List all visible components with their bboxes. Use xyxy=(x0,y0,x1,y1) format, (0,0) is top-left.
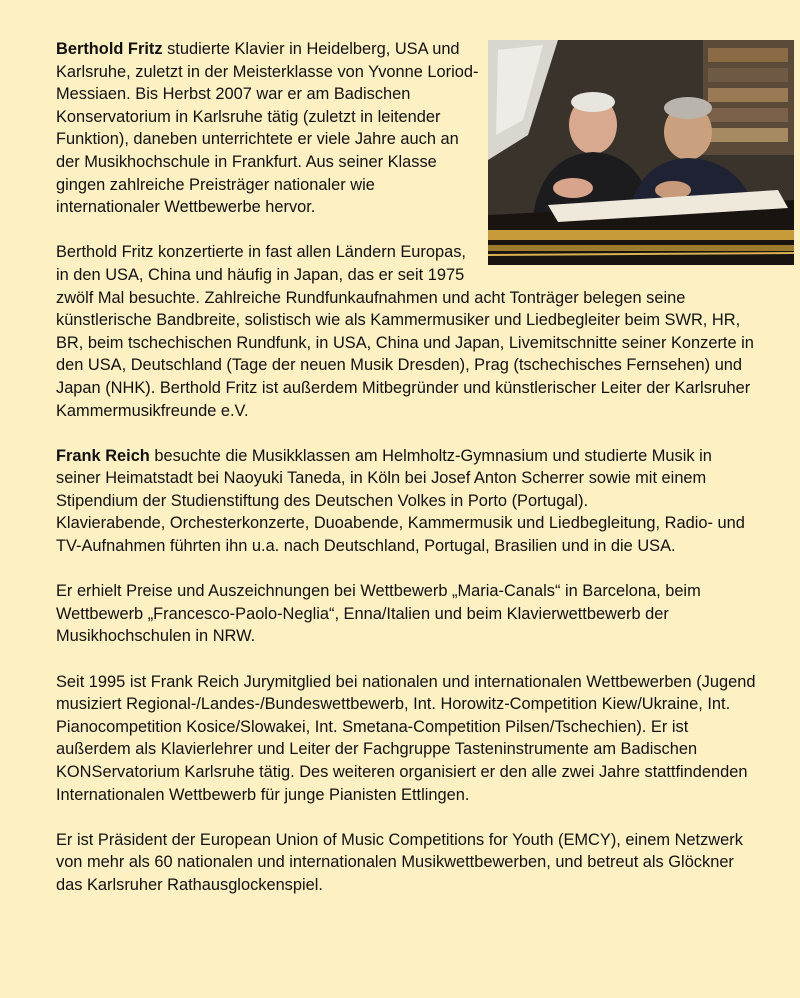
paragraph-frank-jury: Seit 1995 ist Frank Reich Jurymitglied bei nationalen und internationalen Wettbewerben (Jugend musiziert Regional-/Landes-/Bundeswettbewerb, Int. Horowitz-Competition Kiew/Ukraine, Int. Pianocompetition Kosice/Slowakei, Int. Smetana-Competition Pilsen/Tschechien). Er ist außerdem als Klavierlehrer und Leiter der Fachgruppe Tasteninstrumente am Badischen KONServatorium Karlsruhe tätig. Des weiteren organisiert er den alle zwei Jahre stattfindenden Internationalen Wettbewerb für junge Pianisten Ettlingen. xyxy=(56,672,756,804)
paragraph-text: besuchte die Musikklassen am Helmholtz-Gymnasium und studierte Musik in seiner Heimatstadt bei Naoyuki Taneda, in Köln bei Josef Anton Scherrer sowie mit einem Stipendium der Studienstiftung des Deutschen Volkes in Porto (Portugal). xyxy=(56,446,712,510)
name-frank-reich: Frank Reich xyxy=(56,446,150,465)
paragraph-frank-prizes: Er erhielt Preise und Auszeichnungen bei Wettbewerb „Maria-Canals“ in Barcelona, beim Wettbewerb „Francesco-Paolo-Neglia“, Enna/Italien und beim Klavierwettbewerb der Musikhochschulen in NRW. xyxy=(56,582,701,646)
name-berthold-fritz: Berthold Fritz xyxy=(56,40,163,58)
paragraph-berthold-concerts: Berthold Fritz konzertierte in fast allen Ländern Europas, in den USA, China und häufig in Japan, das er seit 1975 zwölf Mal besuchte. Zahlreiche Rundfunkaufnahmen und acht Tonträger belegen seine künstlerische Bandbreite, solistisch wie als Kammermusiker und Liedbegleiter beim SWR, HR, BR, beim tschechischen Rundfunk, in USA, China und Japan, Livemitschnitte seiner Konzerte in den USA, Deutschland (Tage der neuen Musik Dresden), Prag (tschechisches Fernsehen) und Japan (NHK). Berthold Fritz ist außerdem Mitbegründer und künstlerischer Leiter der Karlsruher Kammermusikfreunde e.V. xyxy=(56,243,754,420)
paragraph-frank-intro xyxy=(56,445,760,558)
photo-image xyxy=(488,40,794,265)
paragraph-frank-emcy: Er ist Präsident der European Union of Music Competitions for Youth (EMCY), einem Netzwerk von mehr als 60 nationalen und internationalen Musikwettbewerben, und betreut als Glöckner das Karlsruher Rathausglockenspiel. xyxy=(56,830,743,894)
photo-two-pianists xyxy=(488,40,794,265)
paragraph-text: Klavierabende, Orchesterkonzerte, Duoabende, Kammermusik und Liedbegleitung, Radio- und TV-Aufnahmen führten ihn u.a. nach Deutschland, Portugal, Brasilien und in die USA. xyxy=(56,514,745,556)
paragraph-text: studierte Klavier in Heidelberg, USA und Karlsruhe, zuletzt in der Meisterklasse von Yvonne Loriod-Messiaen. Bis Herbst 2007 war er am Badischen Konservatorium in Karlsruhe tätig (zuletzt in leitender Funktion), daneben unterrichtete er viele Jahre auch an der Musikhochschule in Frankfurt. Aus seiner Klasse gingen zahlreiche Preisträger nationaler wie internationaler Wettbewerbe hervor. xyxy=(56,40,479,217)
